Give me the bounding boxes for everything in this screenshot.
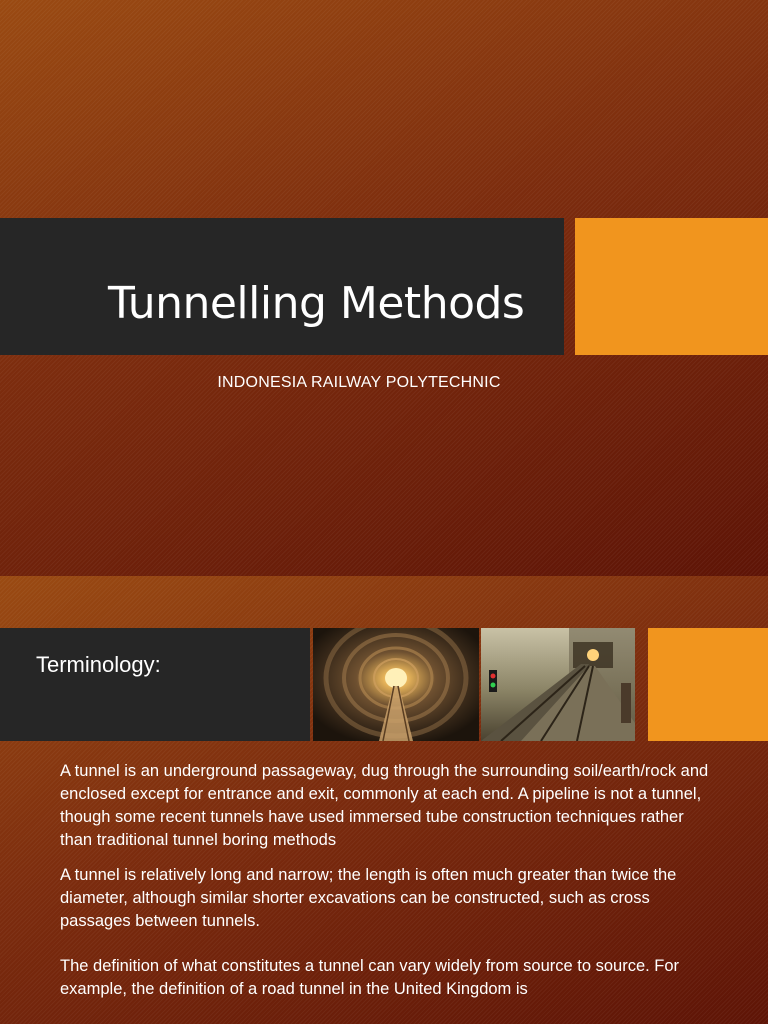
- slide-heading: Terminology:: [36, 652, 161, 677]
- accent-block: [575, 218, 768, 355]
- accent-block: [648, 628, 768, 741]
- body-text: [60, 760, 720, 1013]
- paragraph: The definition of what constitutes a tunnel can vary widely from source to source. For example, the definition of a road tunnel in the United Kingdom is: [60, 957, 680, 998]
- slide-subtitle: INDONESIA RAILWAY POLYTECHNIC: [217, 374, 501, 391]
- railway-tunnel-photo: [481, 628, 635, 741]
- heading-bar: [0, 628, 310, 741]
- slide-title: Tunnelling Methods: [108, 278, 525, 329]
- paragraph: A tunnel is an underground passageway, dug through the surrounding soil/earth/rock and enclosed except for entrance and exit, commonly at each end. A pipeline is not a tunnel, though some recent tunnels have used immersed tube construction techniques rather than traditional tunnel boring methods: [60, 762, 709, 849]
- tunnel-photo: [313, 628, 479, 741]
- tunnel-image: [313, 628, 479, 741]
- paragraph: A tunnel is relatively long and narrow; the length is often much greater than twice the diameter, although similar shorter excavations can be constructed, such as cross passages between tunnels.: [60, 866, 677, 930]
- terminology-slide: [0, 576, 768, 1024]
- railway-tunnel-image: [481, 628, 635, 741]
